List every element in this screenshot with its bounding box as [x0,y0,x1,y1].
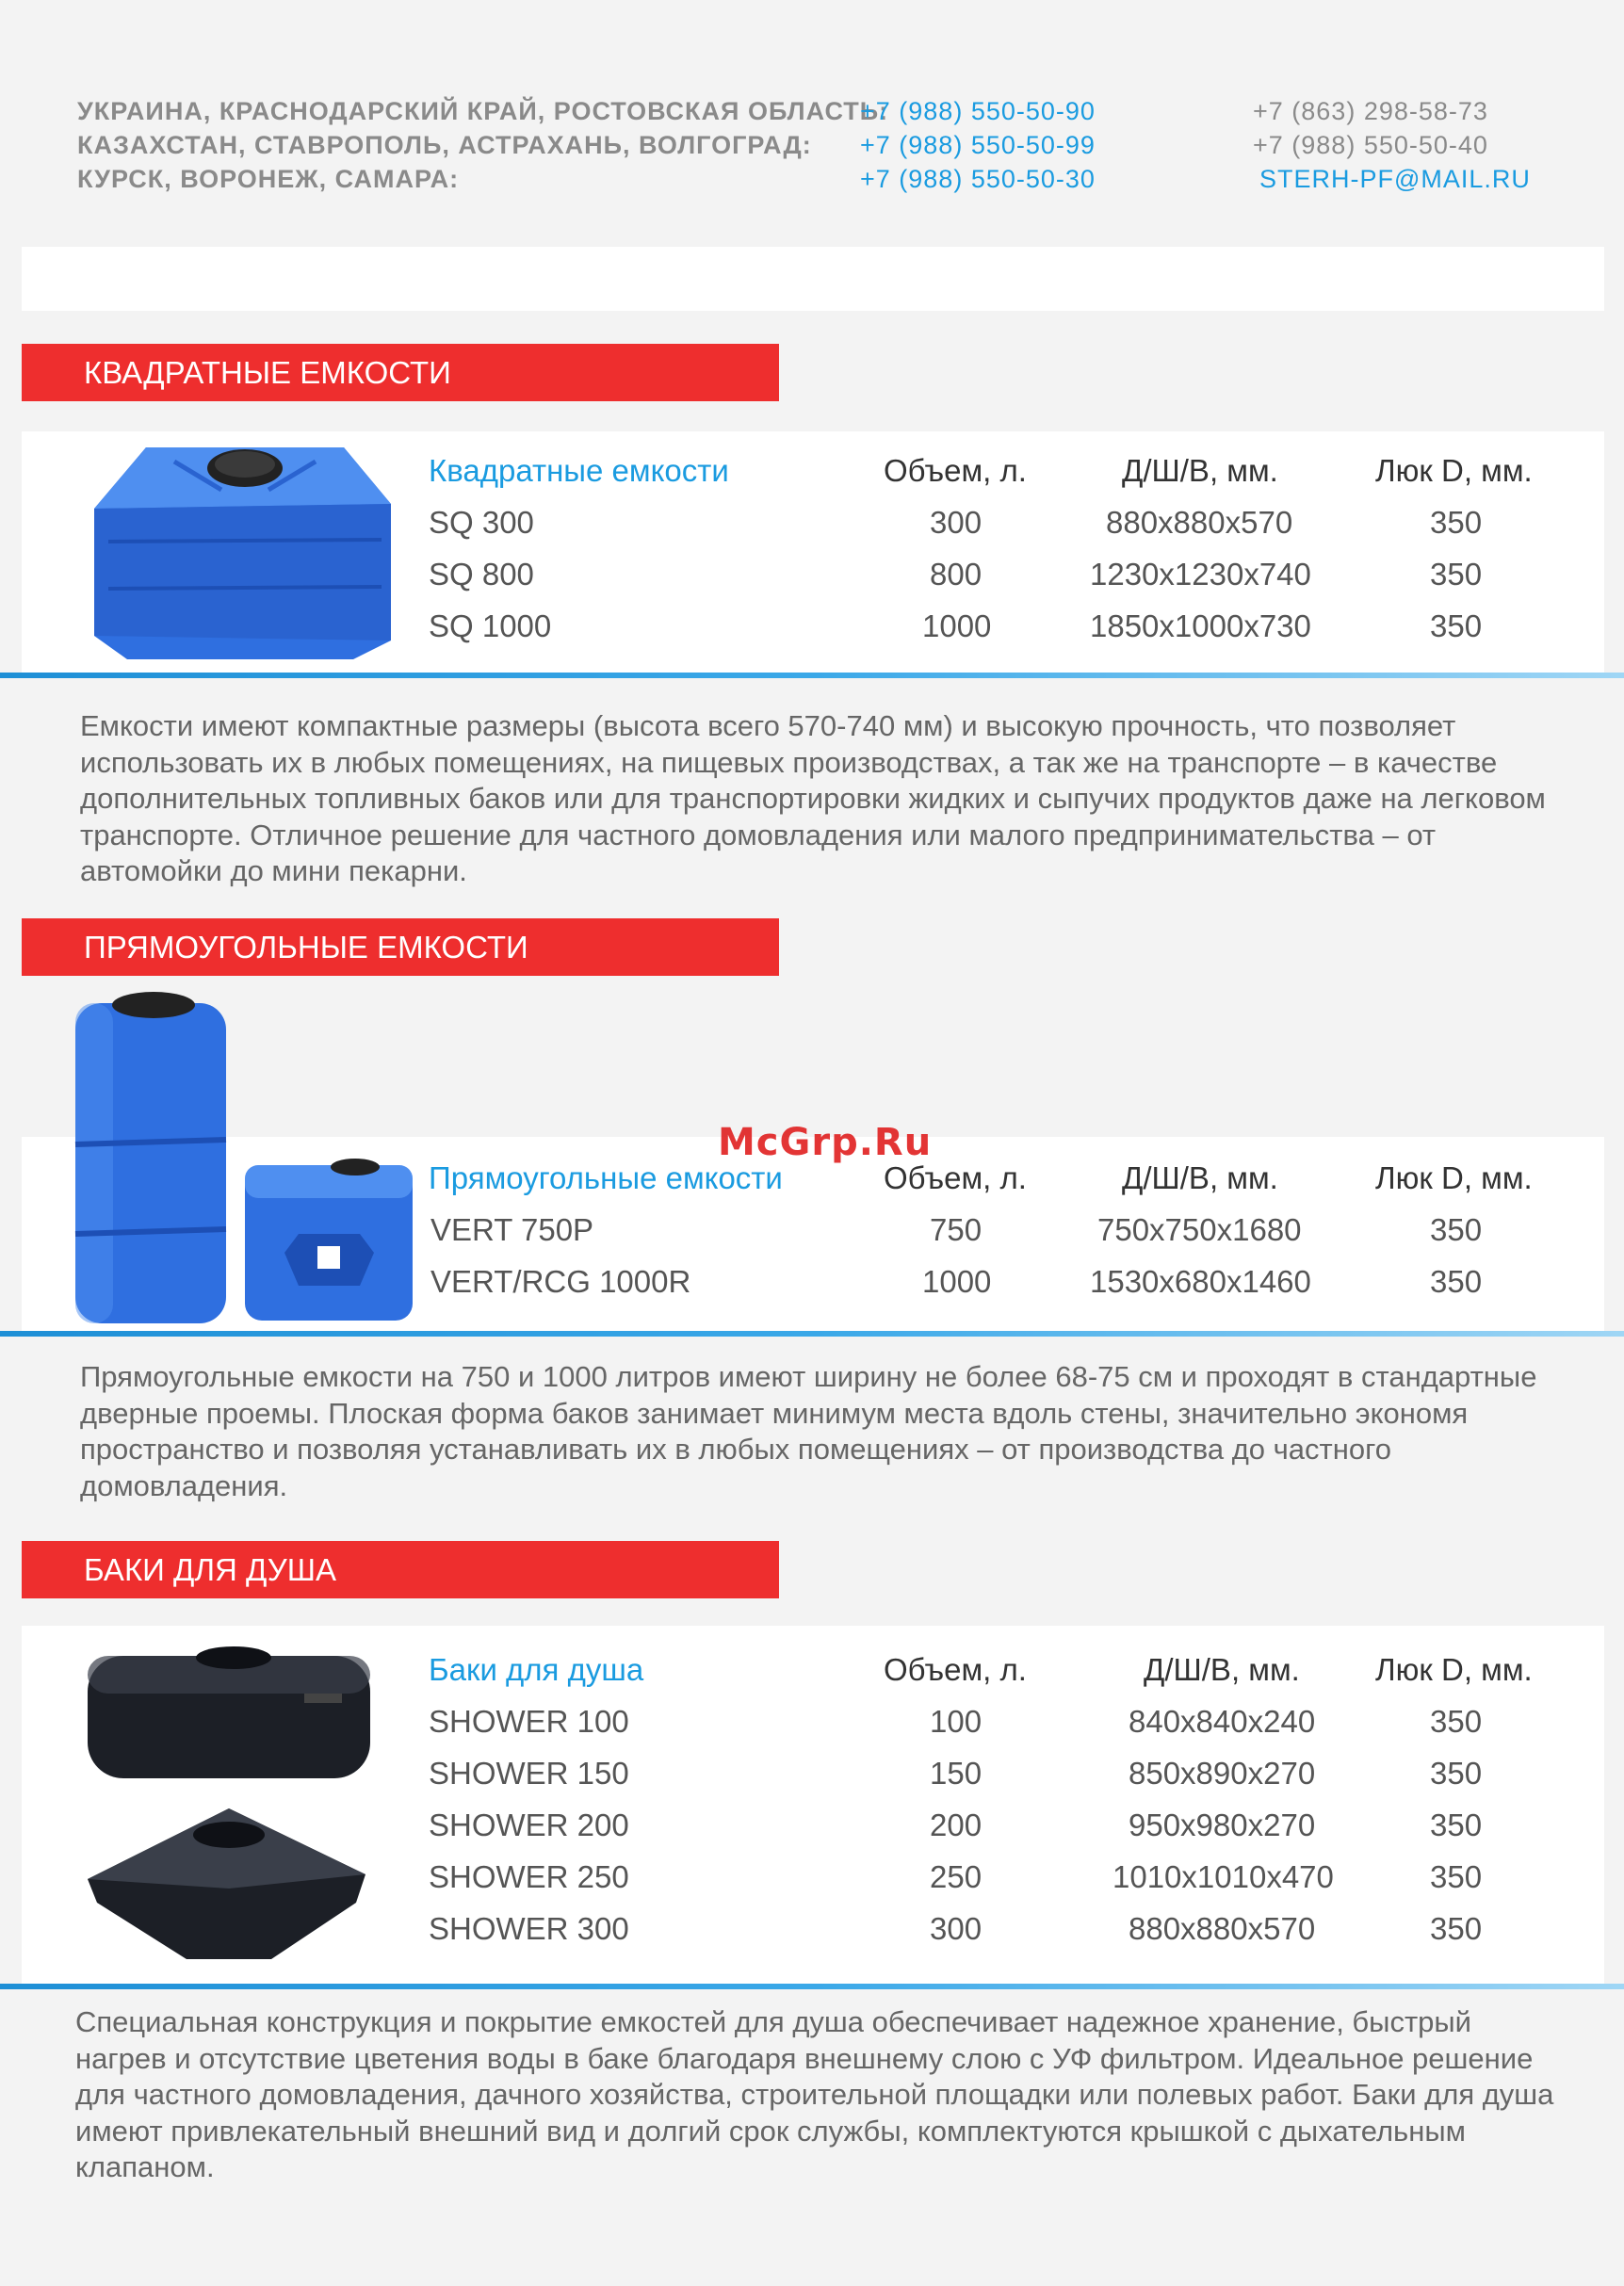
contact-phone[interactable]: +7 (988) 550-50-30 [860,165,1096,193]
hatch: 350 [1430,1704,1483,1739]
watermark: McGrp.Ru [718,1121,933,1164]
model: SQ 300 [429,505,534,540]
volume: 1000 [922,1264,992,1299]
col-dims: Д/Ш/В, мм. [1122,1160,1278,1195]
model: SHOWER 150 [429,1756,629,1791]
hatch: 350 [1430,505,1483,540]
model: SQ 800 [429,557,534,592]
contact-phone[interactable]: +7 (988) 550-50-90 [860,97,1096,125]
volume: 1000 [922,608,992,643]
section-description: Емкости имеют компактные размеры (высота всего 570-740 мм) и высокую прочность, что позволяет использовать их в любых помещениях, на пищевых производствах, а так же на транспорте – в качестве дополнительных топливных баков или для транспортировки жидких и сыпучих продуктов даже на легковом транспорте. Отличное решение для частного домовладения или малого предпринимательства – от автомойки до мини пекарни. [80,709,1546,887]
volume: 200 [930,1808,983,1842]
volume: 300 [930,505,983,540]
hatch: 350 [1430,1808,1483,1842]
volume: 100 [930,1704,983,1739]
volume: 750 [930,1212,983,1247]
dims: 950x980x270 [1129,1808,1316,1842]
hatch: 350 [1430,1756,1483,1791]
hatch: 350 [1430,1859,1483,1894]
hatch: 350 [1430,557,1483,592]
contact-phone[interactable]: +7 (988) 550-50-99 [860,131,1096,159]
spacer-band [22,247,1604,311]
volume: 800 [930,557,983,592]
dims: 1850x1000x730 [1090,608,1311,643]
col-volume: Объем, л. [884,1160,1027,1195]
contact-region: УКРАИНА, КРАСНОДАРСКИЙ КРАЙ, РОСТОВСКАЯ ОБЛАСТЬ: [77,97,889,125]
hatch: 350 [1430,1264,1483,1299]
contact-region: КУРСК, ВОРОНЕЖ, САМАРА: [77,165,460,193]
hatch: 350 [1430,1911,1483,1946]
section-title-shower: БАКИ ДЛЯ ДУША [22,1541,779,1598]
hatch: 350 [1430,608,1483,643]
divider-line [0,673,1624,678]
divider-line [0,1331,1624,1337]
col-hatch: Люк D, мм. [1375,1160,1533,1195]
dims: 880x880x570 [1106,505,1293,540]
table-row [0,548,1624,600]
model: SHOWER 250 [429,1859,629,1894]
table-row [0,1851,1624,1903]
table-row [0,496,1624,548]
dims: 850x890x270 [1129,1756,1316,1791]
col-volume: Объем, л. [884,1652,1027,1687]
volume: 300 [930,1911,983,1946]
col-volume: Объем, л. [884,453,1027,488]
table-row [0,1903,1624,1954]
model: VERT 750P [430,1212,594,1247]
col-dims: Д/Ш/В, мм. [1144,1652,1300,1687]
contact-phone-alt[interactable]: +7 (863) 298-58-73 [1253,97,1488,125]
hatch: 350 [1430,1212,1483,1247]
section-description: Специальная конструкция и покрытие емкостей для душа обеспечивает надежное хранение, быстрый нагрев и отсутствие цветения воды в баке благодаря внешнему слою с УФ фильтром. Идеальное решение для частного домовладения, дачного хозяйства, строительной площадки или полевых работ. Баки для душа имеют привлекательный внешний вид и долгий срок службы, комплектуются крышкой с дыхательным клапаном. [75,2005,1554,2183]
dims: 840x840x240 [1129,1704,1316,1739]
col-dims: Д/Ш/В, мм. [1122,453,1278,488]
table-title: Баки для душа [429,1652,644,1687]
divider-line [0,1984,1624,1989]
table-row [0,1204,1624,1256]
table-row [0,1747,1624,1799]
dims: 880x880x570 [1129,1911,1316,1946]
contact-email[interactable]: STERH-PF@MAIL.RU [1259,165,1531,193]
dims: 1010x1010x470 [1112,1859,1334,1894]
col-hatch: Люк D, мм. [1375,1652,1533,1687]
table-row [0,1799,1624,1851]
section-title-square: КВАДРАТНЫЕ ЕМКОСТИ [22,344,779,401]
contacts-header [0,94,1624,198]
dims: 1530x680x1460 [1090,1264,1311,1299]
volume: 250 [930,1859,983,1894]
table-title: Прямоугольные емкости [429,1160,783,1195]
section-title-rect: ПРЯМОУГОЛЬНЫЕ ЕМКОСТИ [22,918,779,976]
col-hatch: Люк D, мм. [1375,453,1533,488]
table-header [0,445,1624,496]
table-row [0,600,1624,652]
contact-phone-alt[interactable]: +7 (988) 550-50-40 [1253,131,1488,159]
table-title: Квадратные емкости [429,453,729,488]
dims: 1230x1230x740 [1090,557,1311,592]
model: SHOWER 100 [429,1704,629,1739]
contact-region: КАЗАХСТАН, СТАВРОПОЛЬ, АСТРАХАНЬ, ВОЛГОГРАД: [77,131,812,159]
volume: 150 [930,1756,983,1791]
dims: 750x750x1680 [1097,1212,1302,1247]
table-row [0,1695,1624,1747]
section-description: Прямоугольные емкости на 750 и 1000 литров имеют ширину не более 68-75 см и проходят в стандартные дверные проемы. Плоская форма баков занимает минимум места вдоль стены, значительно экономя пространство и позволяя устанавливать их в любых помещениях – от производства до частного домовладения. [80,1360,1537,1502]
model: SHOWER 300 [429,1911,629,1946]
model: VERT/RCG 1000R [430,1264,691,1299]
model: SHOWER 200 [429,1808,629,1842]
table-header [0,1644,1624,1695]
model: SQ 1000 [429,608,552,643]
table-row [0,1256,1624,1307]
